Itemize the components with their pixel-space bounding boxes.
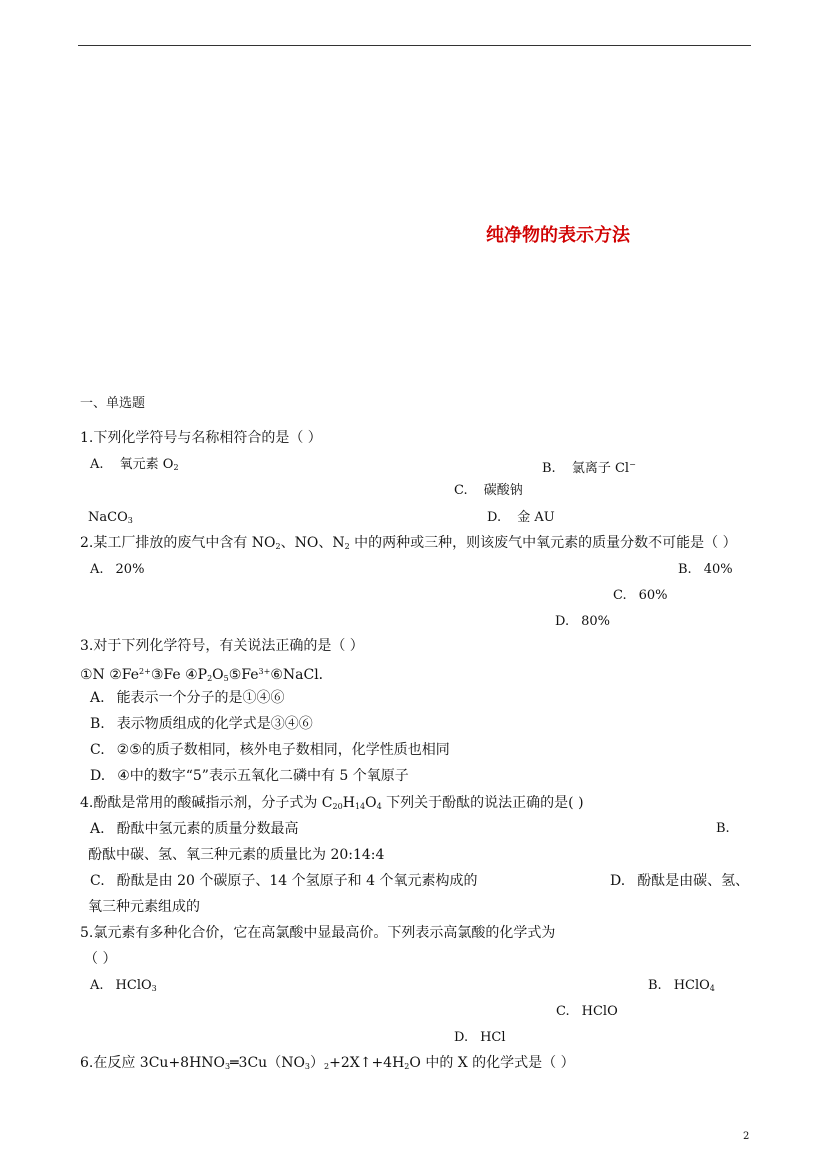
stem-part: ═3Cu（NO	[230, 1055, 305, 1071]
subscript: 2	[173, 463, 179, 472]
q4-option-b-label[interactable]: B.	[716, 821, 730, 836]
option-text: 碳酸钠	[483, 483, 523, 498]
stem-part: 、NO、N	[280, 535, 345, 551]
subscript: 14	[354, 802, 366, 811]
option-label: B.	[648, 978, 662, 993]
option-text: 金 AU	[517, 510, 555, 525]
option-text: ②⑤的质子数相同，核外电子数相同，化学性质也相同	[116, 742, 450, 758]
section-heading: 一、单选题	[80, 396, 146, 411]
symbol-text: O	[212, 667, 224, 683]
option-label: A.	[90, 457, 104, 472]
option-label: C.	[454, 483, 468, 498]
subscript: 4	[376, 802, 382, 811]
q3-option-a[interactable]	[90, 690, 285, 706]
symbol-text: ①N ②Fe	[80, 667, 140, 683]
q4-option-a[interactable]	[90, 821, 299, 837]
option-text: ④中的数字“5”表示五氧化二磷中有 5 个氧原子	[117, 768, 409, 784]
q3-option-b[interactable]	[90, 716, 313, 732]
option-text: 60%	[638, 588, 668, 603]
option-text: HClO	[581, 1004, 618, 1019]
option-label: D.	[90, 768, 106, 784]
subscript: 2	[344, 542, 350, 551]
q5-option-a[interactable]	[90, 978, 157, 997]
q5-option-c[interactable]	[556, 1004, 618, 1020]
option-label: A.	[90, 978, 104, 993]
stem-part: 下列关于酚酞的说法正确的是( )	[381, 795, 584, 811]
subscript: 3	[151, 984, 157, 993]
subscript: 2	[404, 1062, 410, 1071]
option-text: 80%	[581, 614, 610, 629]
q6-stem	[80, 1055, 575, 1075]
subscript: 3	[304, 1062, 311, 1071]
q3-symbols	[80, 664, 333, 687]
option-label: B.	[678, 562, 692, 577]
option-text: HClO	[115, 978, 152, 993]
q5-option-d[interactable]	[454, 1030, 506, 1046]
subscript: 3	[225, 1062, 231, 1071]
subscript: 5	[223, 674, 229, 683]
header-rule	[78, 45, 751, 46]
subscript: 3	[127, 516, 133, 525]
option-text: HCl	[480, 1030, 506, 1045]
subscript: 2	[207, 674, 213, 683]
option-label: C.	[90, 742, 105, 758]
subscript: 20	[332, 802, 343, 811]
q4-option-d-cont: 氧三种元素组成的	[88, 899, 200, 915]
option-label: D.	[487, 510, 502, 525]
q2-option-a[interactable]	[90, 562, 144, 578]
stem-part: 中的两种或三种，则该废气中氧元素的质量分数不可能是（ ）	[349, 535, 737, 551]
option-text: 酚酞是由碳、氢、	[637, 873, 750, 889]
stem-part: ）	[310, 1055, 325, 1071]
stem-part: 2.某工厂排放的废气中含有 NO	[80, 535, 276, 551]
option-label: B.	[90, 716, 105, 732]
option-text: 20%	[115, 562, 145, 577]
subscript: 2	[324, 1062, 330, 1071]
option-text: 氧元素 O	[119, 457, 174, 472]
q1-option-a[interactable]	[90, 457, 179, 476]
option-label: C.	[556, 1004, 570, 1019]
q3-option-c[interactable]	[90, 742, 450, 758]
option-label: A.	[90, 690, 105, 706]
q2-option-d[interactable]	[555, 614, 610, 630]
stem-part: O 中的 X 的化学式是（ ）	[409, 1055, 575, 1071]
symbol-text: ⑤Fe	[228, 667, 259, 683]
option-label: A.	[90, 821, 105, 837]
page-number: 2	[743, 1131, 750, 1142]
stem-part: 4.酚酞是常用的酸碱指示剂，分子式为 C	[80, 795, 333, 811]
q4-option-d[interactable]	[610, 873, 749, 889]
q3-option-d[interactable]	[90, 768, 409, 784]
option-text: 40%	[703, 562, 733, 577]
subscript: 2	[275, 542, 281, 551]
q1-option-c[interactable]	[454, 483, 523, 499]
option-label: D.	[454, 1030, 469, 1045]
q1-option-d[interactable]	[487, 510, 555, 526]
option-label: C.	[613, 588, 627, 603]
q1-option-c-formula	[88, 510, 133, 529]
q4-stem	[80, 795, 584, 815]
option-label: A.	[90, 562, 104, 577]
symbol-text: ⑥NaCl．	[270, 667, 333, 683]
option-label: D.	[555, 614, 570, 629]
symbol-text: ③Fe ④P	[150, 667, 208, 683]
superscript: −	[629, 460, 636, 469]
subscript: 4	[709, 984, 715, 993]
stem-part: H	[342, 795, 355, 811]
q5-option-b[interactable]	[648, 978, 715, 997]
option-text: 能表示一个分子的是①④⑥	[116, 690, 285, 706]
q1-stem: 1.下列化学符号与名称相符合的是（ ）	[80, 430, 322, 446]
option-text: HClO	[673, 978, 710, 993]
stem-part: 6.在反应 3Cu+8HNO	[80, 1055, 226, 1071]
option-text: 酚酞是由 20 个碳原子、14 个氢原子和 4 个氧元素构成的	[116, 873, 478, 889]
q4-option-c[interactable]	[90, 873, 477, 889]
q4-option-b-text: 酚酞中碳、氢、氧三种元素的质量比为 20:14:4	[88, 847, 385, 863]
option-label: D.	[610, 873, 626, 889]
q2-option-b[interactable]	[678, 562, 733, 578]
page-title: 纯净物的表示方法	[486, 225, 630, 246]
q5-stem: 5.氯元素有多种化合价，它在高氯酸中显最高价。下列表示高氯酸的化学式为	[80, 925, 556, 941]
q2-option-c[interactable]	[613, 588, 668, 604]
option-label: B.	[542, 461, 556, 476]
option-label: C.	[90, 873, 105, 889]
stem-part: +2X↑+4H	[329, 1055, 405, 1071]
superscript: 3+	[258, 667, 271, 676]
superscript: 2+	[139, 667, 151, 676]
option-text: 表示物质组成的化学式是③④⑥	[116, 716, 313, 732]
stem-part: O	[365, 795, 377, 811]
q1-option-b[interactable]	[542, 457, 636, 477]
formula-text: NaCO	[88, 510, 128, 525]
option-text: 氯离子 Cl	[571, 461, 630, 476]
option-text: 酚酞中氢元素的质量分数最高	[116, 821, 299, 837]
q5-stem-cont: （ ）	[84, 951, 117, 967]
q2-stem	[80, 535, 737, 555]
q3-stem: 3.对于下列化学符号，有关说法正确的是（ ）	[80, 638, 364, 654]
